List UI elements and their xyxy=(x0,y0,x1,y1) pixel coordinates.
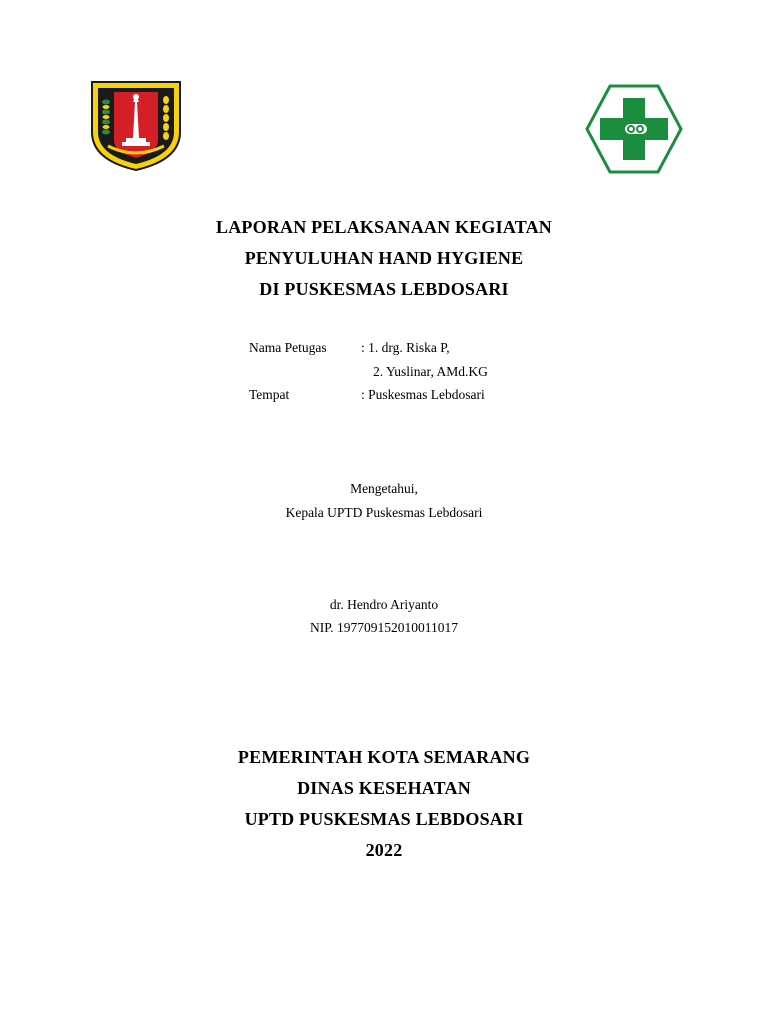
title-line-3: DI PUSKESMAS LEBDOSARI xyxy=(259,279,509,299)
puskesmas-cross-icon xyxy=(585,84,683,174)
footer-line-1: PEMERINTAH KOTA SEMARANG xyxy=(237,747,531,767)
place-value: : Puskesmas Lebdosari xyxy=(361,387,485,402)
signer-name: dr. Hendro Ariyanto xyxy=(329,597,439,612)
officer-1-value: : 1. drg. Riska P, xyxy=(361,340,450,355)
approval-position: Kepala UPTD Puskesmas Lebdosari xyxy=(285,505,483,520)
semarang-emblem-icon xyxy=(90,80,182,172)
footer-line-3: UPTD PUSKESMAS LEBDOSARI xyxy=(244,809,524,829)
signer-nip: NIP. 197709152010011017 xyxy=(309,620,458,635)
title-line-1: LAPORAN PELAKSANAAN KEGIATAN xyxy=(216,217,552,237)
semarang-city-emblem xyxy=(90,80,182,172)
approval-block xyxy=(0,477,768,525)
footer-year: 2022 xyxy=(365,840,403,860)
report-title xyxy=(0,212,768,305)
officer-label: Nama Petugas xyxy=(249,340,327,355)
footer-line-2: DINAS KESEHATAN xyxy=(297,778,471,798)
report-info xyxy=(249,336,649,407)
place-label: Tempat xyxy=(249,387,290,402)
officer-row xyxy=(249,336,649,360)
officer-2-value: 2. Yuslinar, AMd.KG xyxy=(373,363,488,379)
officer-row-2 xyxy=(249,360,649,384)
place-row xyxy=(249,383,649,407)
institution-footer xyxy=(0,742,768,866)
approval-known-by: Mengetahui, xyxy=(350,481,418,496)
puskesmas-logo xyxy=(585,84,683,174)
title-line-2: PENYULUHAN HAND HYGIENE xyxy=(244,248,524,268)
signer-block xyxy=(0,593,768,639)
